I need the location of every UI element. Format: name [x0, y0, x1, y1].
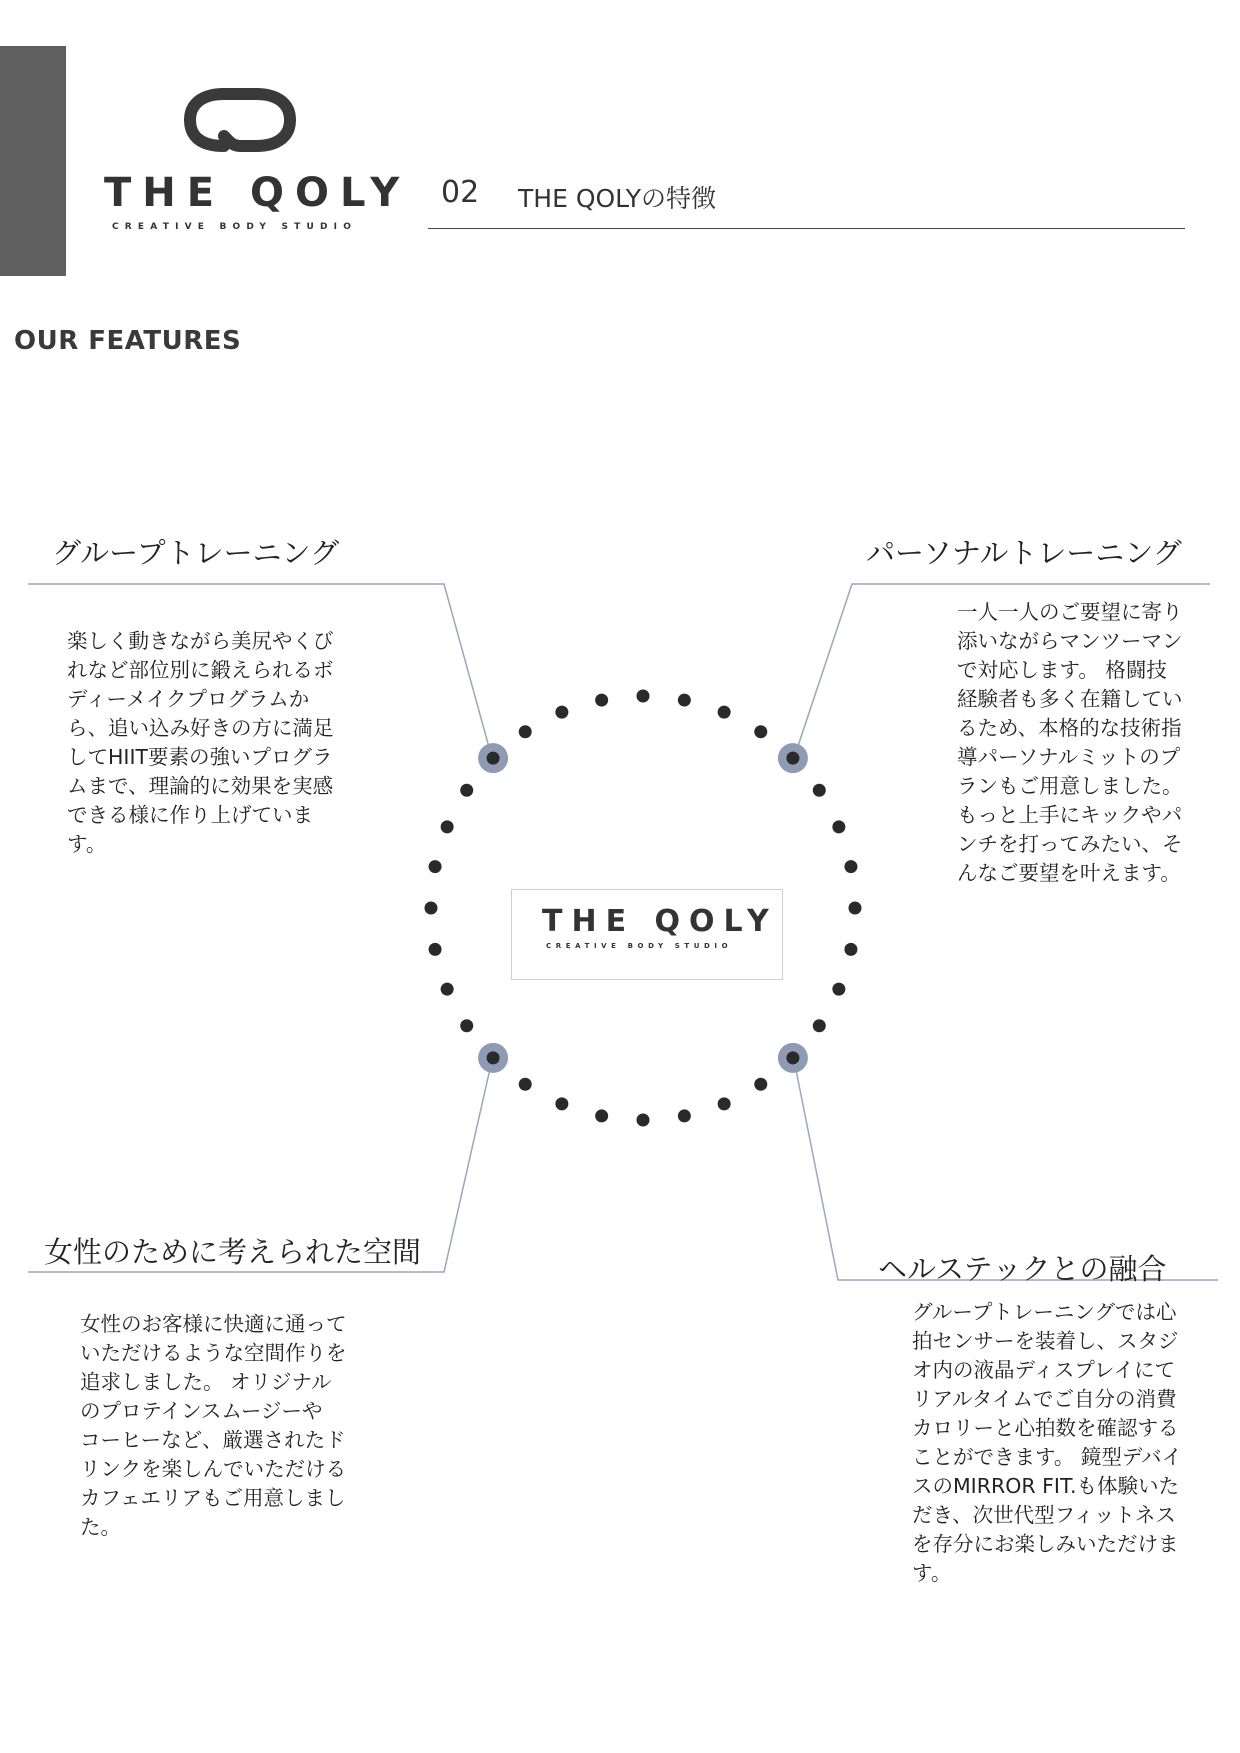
feature-title-personal: パーソナルトレーニング: [866, 536, 1182, 570]
ring-dot: [813, 784, 826, 797]
ring-dot: [786, 752, 799, 765]
center-logo-wordmark: THE QOLY: [542, 904, 778, 939]
ring-dot: [519, 1078, 532, 1091]
feature-body-group: 楽しく動きながら美尻やくび れなど部位別に鍛えられるボ ディーメイクプログラムか ら、追い込み好きの方に満足 してHIIT要素の強いプログラ ムまで、理論的に効果を実感 できる様に作り上げていま す。: [67, 629, 334, 856]
feature-body-women: 女性のお客様に快適に通って いただけるような空間作りを 追求しました。 オリジナル のプロテインスムージーや コーヒーなど、厳選されたド リンクを楽しんでいただける カフェエリアもご用意しまし た。: [80, 1312, 347, 1539]
ring-dot: [460, 1019, 473, 1032]
ring-dot: [718, 1097, 731, 1110]
feature-body-personal: 一人一人のご要望に寄り 添いながらマンツーマン で対応します。 格闘技 経験者も多く在籍してい るため、本格的な技術指 導パーソナルミットのプ ランもご用意しました。 もっと上手にキックやパ ンチを打ってみたい、そ んなご要望を叶えます。: [957, 600, 1183, 885]
ring-dot: [487, 752, 500, 765]
ring-dot: [718, 706, 731, 719]
ring-dot: [487, 1051, 500, 1064]
ring-dot: [441, 820, 454, 833]
ring-dot: [786, 1051, 799, 1064]
ring-dot: [754, 725, 767, 738]
feature-title-women: 女性のために考えられた空間: [44, 1235, 422, 1269]
ring-dot: [425, 902, 438, 915]
logo-tagline: CREATIVE BODY STUDIO: [112, 222, 358, 232]
center-logo-box: [511, 889, 783, 980]
ring-dot: [637, 1114, 650, 1127]
ring-dot: [678, 694, 691, 707]
ring-dot: [555, 706, 568, 719]
center-logo-tagline: CREATIVE BODY STUDIO: [546, 942, 733, 950]
features-heading: OUR FEATURES: [14, 326, 242, 356]
ring-dot: [555, 1097, 568, 1110]
ring-dot: [429, 943, 442, 956]
feature-body-healthtech: グループトレーニングでは心 拍センサーを装着し、スタジ オ内の液晶ディスプレイにて リアルタイムでご自分の消費 カロリーと心拍数を確認する ことができます。 鏡型デバイ スのMIRROR FIT.も体験いた だき、次世代型フィットネス を存分にお楽しみいただけま す。: [912, 1300, 1183, 1585]
ring-dot: [637, 690, 650, 703]
ring-dot: [849, 902, 862, 915]
section-number: 02: [441, 175, 480, 210]
feature-title-group: グループトレーニング: [52, 536, 340, 570]
ring-dot: [844, 943, 857, 956]
ring-dot: [441, 983, 454, 996]
section-title: THE QOLYの特徴: [518, 184, 717, 213]
ring-dot: [519, 725, 532, 738]
logo-wordmark: THE QOLY: [104, 170, 411, 216]
ring-dot: [754, 1078, 767, 1091]
ring-dot: [460, 784, 473, 797]
ring-dot: [844, 860, 857, 873]
ring-dot: [678, 1109, 691, 1122]
feature-title-healthtech: ヘルステックとの融合: [878, 1252, 1167, 1286]
ring-dot: [429, 860, 442, 873]
ring-dot: [813, 1019, 826, 1032]
ring-dot: [595, 1109, 608, 1122]
ring-dot: [595, 694, 608, 707]
ring-dot: [832, 983, 845, 996]
ring-dot: [832, 820, 845, 833]
